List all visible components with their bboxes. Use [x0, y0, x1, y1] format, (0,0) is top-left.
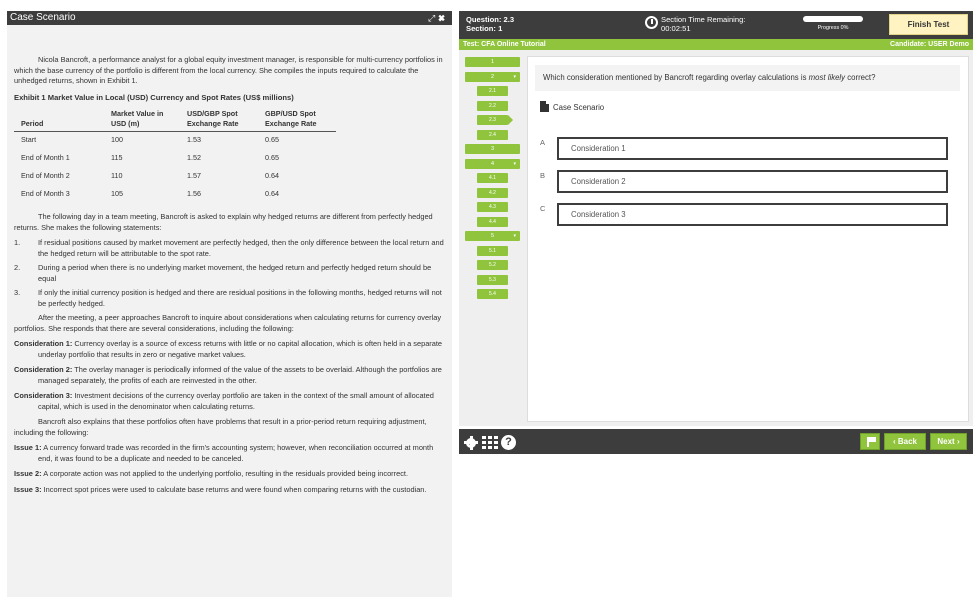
case-scenario-title: Case Scenario [10, 12, 76, 23]
flag-icon[interactable] [860, 433, 880, 450]
exam-bottom-bar [459, 429, 973, 454]
issue-text: Incorrect spot prices were used to calculate base returns and were found when comparing returns with the custodian. [43, 484, 427, 494]
exhibit-cell: 1.53 [187, 135, 201, 144]
progress-indicator [803, 16, 863, 31]
issue-label: Issue 2: [14, 469, 42, 478]
nav-item-4-2[interactable] [477, 188, 508, 198]
grid-icon[interactable] [482, 436, 498, 449]
option-letter: A [540, 138, 546, 147]
expand-icon[interactable]: ⤢ [427, 13, 439, 23]
consideration-label: Consideration 3: [14, 391, 73, 400]
question-card [527, 56, 969, 422]
consideration-item [14, 365, 444, 386]
exhibit-column-header: USD/GBP Spot Exchange Rate [180, 109, 258, 132]
exhibit-cell: 1.57 [187, 171, 201, 180]
exhibit-column-header: Market Value in USD (m) [104, 109, 180, 132]
nav-item-4-4[interactable] [477, 217, 508, 227]
exhibit-cell: End of Month 2 [21, 171, 70, 180]
test-info-bar [459, 39, 973, 50]
exhibit-cell: 100 [111, 135, 123, 144]
nav-item-label: 2.3 [489, 117, 496, 123]
tool-icons [464, 434, 516, 450]
statement-item [14, 288, 444, 309]
question-area [459, 50, 973, 426]
statements-list [14, 238, 444, 309]
finish-test-button[interactable]: Finish Test [889, 14, 968, 35]
exhibit-cell: 110 [111, 171, 123, 180]
chevron-down-icon: ▾ [513, 73, 516, 80]
issue-item [14, 485, 444, 496]
nav-item-2-1[interactable] [477, 86, 508, 96]
question-navigator [465, 57, 520, 304]
answer-option-b[interactable] [540, 170, 950, 193]
statement-number: 1. [14, 238, 21, 247]
peer-text: After the meeting, a peer approaches Bancroft to inquire about considerations when calculating returns for currency overlay portfolios. She responds that there are several considerations, including the following: [14, 313, 442, 333]
next-button[interactable]: Next › [930, 433, 967, 450]
document-icon [540, 101, 549, 112]
issue-text: A currency forward trade was recorded in the firm's accounting system; however, when reconciliation occurred at month end, it was found to be a duplicate and needed to be canceled. [38, 443, 434, 463]
exhibit-body [14, 132, 336, 205]
nav-item-label: 5.2 [489, 262, 496, 268]
exhibit-cell: 0.64 [265, 171, 279, 180]
exam-top-bar [459, 11, 973, 39]
nav-item-label: 5.3 [489, 276, 496, 283]
exhibit-column-header: GBP/USD Spot Exchange Rate [258, 109, 336, 132]
consideration-label: Consideration 2: [14, 365, 73, 374]
exhibit-cell: End of Month 1 [21, 153, 70, 162]
case-scenario-body [7, 25, 452, 495]
exhibit-row [14, 186, 336, 204]
nav-item-2-2[interactable] [477, 101, 508, 111]
exhibit-row [14, 168, 336, 186]
issue-text: A corporate action was not applied to the underlying portfolio, resulting in the residuals provided being incorrect. [43, 469, 409, 478]
case-scenario-header [7, 11, 452, 25]
exhibit-cell: Start [21, 135, 37, 144]
nav-item-label: 1 [490, 59, 495, 65]
exhibit-column-header: Period [14, 109, 104, 132]
statement-item [14, 263, 444, 284]
case-intro: Nicola Bancroft, a performance analyst for a global equity investment manager, is responsible for multi-currency portfolios in which the base currency of the portfolio is different from the local currency. She compiles the inputs required to calculate the unhedged returns, shown in Exhibit 1. [14, 55, 443, 85]
nav-item-2[interactable] [465, 72, 520, 82]
question-stem: Which consideration mentioned by Bancroft regarding overlay calculations is most likely correct? [535, 65, 960, 91]
meeting-text: The following day in a team meeting, Bancroft is asked to explain why hedged returns are different from perfectly hedged returns. She makes the following statements: [14, 212, 433, 232]
nav-item-label: 2 [490, 73, 495, 80]
issue-label: Issue 1: [14, 443, 42, 452]
exhibit-table [14, 109, 336, 204]
option-letter: B [540, 171, 546, 180]
option-text[interactable]: Consideration 1 [557, 137, 948, 160]
exhibit-header-row [14, 109, 336, 132]
nav-item-2-3[interactable] [477, 115, 508, 125]
nav-item-label: 3 [490, 146, 495, 152]
nav-item-label: 4.1 [489, 175, 496, 181]
nav-item-5[interactable] [465, 231, 520, 241]
exhibit-title: Exhibit 1 Market Value in Local (USD) Currency and Spot Rates (US$ millions) [14, 92, 294, 102]
section-timer [661, 15, 745, 33]
test-name: Test: CFA Online Tutorial [463, 41, 546, 48]
progress-bar [803, 16, 863, 22]
consideration-text: The overlay manager is periodically informed of the value of the assets to be overlaid. Although the portfolios are managed separately, the profits of each are reinvested in the other. [38, 365, 442, 385]
exhibit-cell: 0.65 [265, 153, 279, 162]
clock-icon [645, 16, 658, 29]
nav-item-5-2[interactable] [477, 260, 508, 270]
nav-item-2-4[interactable] [477, 130, 508, 140]
issue-item [14, 469, 444, 480]
statement-text: If residual positions caused by market movement are perfectly hedged, then the only difference between the local return and the hedged return will be attributable to the spot rate. [38, 238, 444, 258]
exhibit-cell: 1.56 [187, 189, 201, 198]
question-number: Question: 2.3 [466, 15, 515, 24]
nav-item-5-4[interactable] [477, 289, 508, 299]
nav-item-4-3[interactable] [477, 202, 508, 212]
issues-intro: Bancroft also explains that these portfolios often have problems that result in a prior-period return requiring adjustment, including the following: [14, 417, 427, 437]
nav-item-label: 4.3 [489, 204, 496, 210]
nav-item-label: 2.4 [489, 131, 496, 138]
option-text[interactable]: Consideration 3 [557, 203, 948, 226]
nav-item-5-1[interactable] [477, 246, 508, 256]
exhibit-cell: 1.52 [187, 153, 201, 162]
exhibit-row [14, 150, 336, 168]
exhibit-row [14, 132, 336, 151]
chevron-down-icon: ▾ [513, 233, 516, 239]
nav-item-label: 4 [490, 160, 495, 167]
close-icon[interactable]: ✖ [438, 13, 448, 23]
section-number: Section: 1 [466, 24, 503, 33]
statement-number: 3. [14, 288, 21, 297]
nav-item-label: 2.1 [489, 88, 496, 94]
exhibit-cell: 0.64 [265, 189, 279, 198]
progress-label: Progress 0% [817, 25, 849, 31]
statement-number: 2. [14, 263, 21, 272]
timer-label: Section Time Remaining: [661, 15, 746, 24]
nav-item-label: 4.2 [489, 189, 496, 196]
issue-item [14, 443, 444, 464]
statement-text: If only the initial currency position is hedged and there are residual positions in the following months, hedged returns will not be perfectly hedged. [38, 288, 442, 308]
exhibit-cell: End of Month 3 [21, 189, 70, 198]
candidate-name: Candidate: USER Demo [890, 41, 969, 48]
issues-list [14, 443, 444, 495]
statement-text: During a period when there is no underlying market movement, the hedged return and perfectly hedged return should be equal [38, 263, 432, 283]
nav-item-1[interactable] [465, 57, 520, 67]
gear-icon[interactable] [464, 436, 478, 450]
consideration-text: Investment decisions of the currency overlay portfolio are taken in the context of the small amount of allocated capital, which is used in the denominator when calculating returns. [38, 391, 434, 411]
chevron-down-icon: ▾ [513, 160, 516, 167]
nav-item-label: 5.4 [489, 291, 496, 297]
nav-item-4[interactable] [465, 159, 520, 169]
question-info [466, 15, 514, 33]
statement-item [14, 238, 444, 259]
exhibit-cell: 0.65 [265, 135, 279, 144]
considerations-list [14, 339, 444, 412]
nav-item-label: 5.1 [489, 247, 496, 254]
case-scenario-panel[interactable] [7, 11, 452, 597]
timer-value: 00:02:51 [661, 24, 691, 33]
help-icon[interactable]: ? [501, 435, 516, 450]
consideration-item [14, 339, 444, 360]
consideration-item [14, 391, 444, 412]
nav-item-3[interactable] [465, 144, 520, 154]
option-text[interactable]: Consideration 2 [557, 170, 948, 193]
nav-item-label: 2.2 [489, 102, 496, 109]
back-button[interactable]: ‹ Back [884, 433, 926, 450]
nav-item-label: 4.4 [489, 218, 496, 225]
answer-option-a[interactable] [540, 137, 950, 160]
consideration-text: Currency overlay is a source of excess returns with little or no capital allocation, which is often held in a separate underlay portfolio that results in zero or negative market values. [38, 339, 443, 359]
nav-item-4-1[interactable] [477, 173, 508, 183]
issue-label: Issue 3: [14, 484, 42, 494]
nav-item-5-3[interactable] [477, 275, 508, 285]
case-scenario-link[interactable]: Case Scenario [540, 101, 604, 112]
consideration-label: Consideration 1: [14, 339, 73, 348]
exhibit-cell: 105 [111, 189, 123, 198]
answer-option-c[interactable] [540, 203, 950, 226]
exhibit-cell: 115 [111, 153, 123, 162]
option-letter: C [540, 204, 546, 213]
nav-item-label: 5 [490, 233, 495, 239]
